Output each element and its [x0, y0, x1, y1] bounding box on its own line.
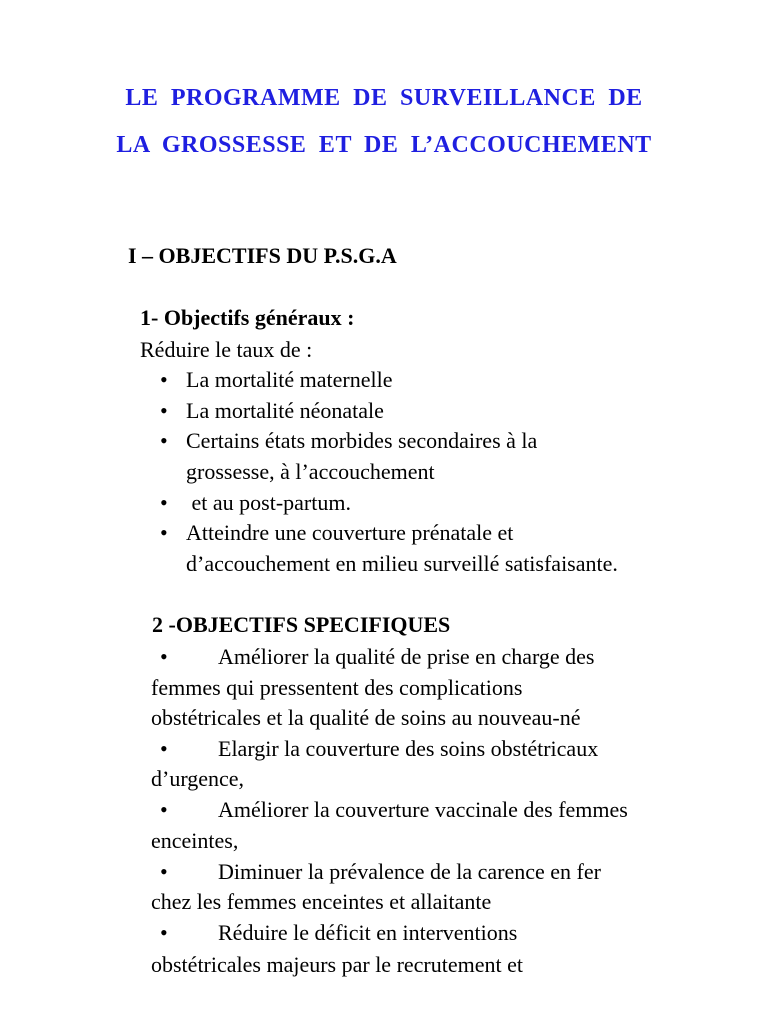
general-bullet-2: La mortalité néonatale [186, 398, 384, 423]
specific-bullet-3-line-1: Améliorer la couverture vaccinale des femmes [218, 797, 628, 822]
bullet-icon: • [160, 398, 168, 423]
general-intro: Réduire le taux de : [140, 337, 313, 362]
bullet-icon: • [160, 736, 168, 761]
specific-bullet-4-line-1: Diminuer la prévalence de la carence en fer [218, 859, 601, 884]
specific-bullet-2-line-1: Elargir la couverture des soins obstétricaux [218, 736, 599, 761]
bullet-icon: • [160, 644, 168, 669]
specific-bullet-5-line-1: Réduire le déficit en interventions [218, 920, 518, 945]
general-bullet-5-line-2: d’accouchement en milieu surveillé satisfaisante. [186, 551, 618, 576]
general-bullet-4: et au post-partum. [186, 490, 351, 515]
specific-bullet-3-line-2: enceintes, [151, 828, 239, 853]
specific-objectives-heading: 2 -OBJECTIFS SPECIFIQUES [152, 612, 451, 637]
general-bullet-3-line-1: Certains états morbides secondaires à la [186, 428, 538, 453]
specific-bullet-4-line-2: chez les femmes enceintes et allaitante [151, 889, 492, 914]
general-bullet-3-line-2: grossesse, à l’accouchement [186, 459, 435, 484]
general-bullet-1: La mortalité maternelle [186, 367, 393, 392]
document-title-line-2: LA GROSSESSE ET DE L’ACCOUCHEMENT [116, 132, 652, 158]
bullet-icon: • [160, 428, 168, 453]
document-title-line-1: LE PROGRAMME DE SURVEILLANCE DE [125, 85, 643, 111]
bullet-icon: • [160, 797, 168, 822]
bullet-icon: • [160, 520, 168, 545]
specific-bullet-1-line-1: Améliorer la qualité de prise en charge des [218, 644, 595, 669]
specific-bullet-2-line-2: d’urgence, [151, 766, 245, 791]
bullet-icon: • [160, 859, 168, 884]
specific-bullet-1-line-2: femmes qui pressentent des complications [151, 675, 523, 700]
bullet-icon: • [160, 920, 168, 945]
general-bullet-5-line-1: Atteindre une couverture prénatale et [186, 520, 514, 545]
specific-bullet-5-line-2: obstétricales majeurs par le recrutement et [151, 952, 523, 977]
bullet-icon: • [160, 490, 168, 515]
general-objectives-heading: 1- Objectifs généraux : [140, 305, 355, 330]
section-heading: I – OBJECTIFS DU P.S.G.A [128, 243, 397, 268]
specific-bullet-1-line-3: obstétricales et la qualité de soins au nouveau-né [151, 705, 581, 730]
bullet-icon: • [160, 367, 168, 392]
